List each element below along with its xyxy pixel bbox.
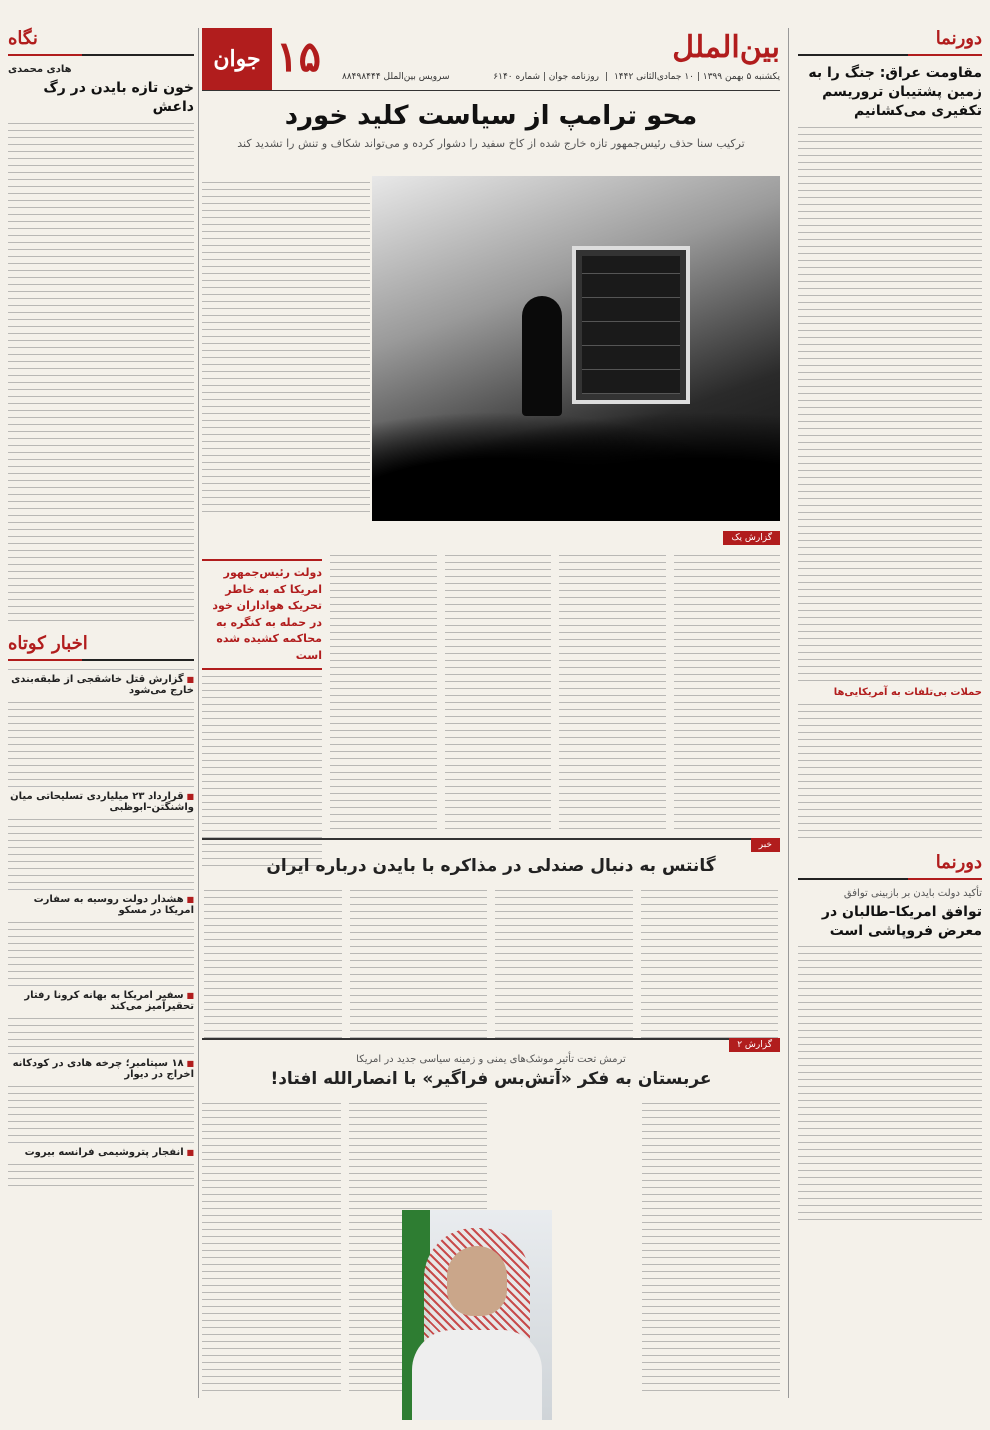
section-header-right-2 <box>798 852 982 880</box>
short-news-6: ■ انفجار پتروشیمی فرانسه بیروت <box>8 1142 194 1186</box>
left-section-label-2: اخبار کوتاه <box>8 632 88 654</box>
right-kicker-2: تأکید دولت بایدن بر بازبینی توافق <box>843 887 982 899</box>
page-number: ۱۵ <box>276 32 322 81</box>
section-header-right <box>798 28 982 56</box>
report-one <box>202 531 780 831</box>
left-headline: خون تازه بایدن در رگ داعش <box>43 80 194 115</box>
news-headline: گانتس به دنبال صندلی در مذاکره با بایدن درباره ایران <box>266 856 716 876</box>
saudi-official-photo <box>402 1210 552 1420</box>
section-label-2: دورنما <box>935 851 982 873</box>
report-two-headline: عربستان به فکر «آتش‌بس فراگیر» با انصارالله افتاد! <box>270 1069 712 1089</box>
left-author: هادی محمدی <box>8 64 72 75</box>
left-column <box>8 28 194 1192</box>
news-gantz <box>202 838 780 1035</box>
report-two <box>202 1038 780 1430</box>
left-article-body <box>8 123 194 621</box>
report-two-kicker: ترمش تحت تأثیر موشک‌های یمنی و زمینه سیاسی جدید در امریکا <box>356 1054 626 1065</box>
right-column <box>798 28 982 1226</box>
report-two-tag: گزارش ۲ <box>729 1038 780 1052</box>
main-article-body <box>202 176 370 518</box>
right-headline: مقاومت عراق: جنگ را به زمین پشتیبان تروریسم تکفیری می‌کشانیم <box>808 65 982 119</box>
newspaper-logo: جوان <box>202 28 272 90</box>
masthead <box>202 28 780 91</box>
right-headline-2: توافق امریکا–طالبان در معرض فروپاشی است <box>821 903 982 939</box>
issue-date: یکشنبه ۵ بهمن ۱۳۹۹ | ۱۰ جمادی‌الثانی ۱۴۴۲ <box>613 72 780 82</box>
section-label: دورنما <box>935 28 982 49</box>
main-photo <box>372 176 780 521</box>
short-news-4: ■ سفیر امریکا به بهانه کرونا رفتار تحقیرآمیز می‌کند <box>8 985 194 1047</box>
report-tag: گزارش یک <box>723 531 780 545</box>
service-phone: سرویس بین‌الملل ۸۸۴۹۸۴۴۴ <box>342 72 450 82</box>
short-news-2: ■ قرارداد ۲۳ میلیاردی تسلیحاتی میان واشنگتن–ابوظبی <box>8 786 194 883</box>
section-header-left <box>8 28 194 56</box>
news-tag: خبر <box>751 838 780 852</box>
short-news-1: ■ گزارش قتل خاشقجی از طبقه‌بندی خارج می‌شود <box>8 669 194 780</box>
short-news-3: ■ هشدار دولت روسیه به سفارت امریکا در مسکو <box>8 889 194 979</box>
pull-quote: دولت رئیس‌جمهور امریکا که به خاطر تحریک هواداران خود در حمله به کنگره به محاکمه کشیده شده است <box>202 559 322 670</box>
center-column <box>202 28 780 1089</box>
right-subhead: حملات بی‌تلفات به آمریکایی‌ها <box>833 686 982 698</box>
left-section-label: نگاه <box>8 28 38 49</box>
main-headline: محو ترامپ از سیاست کلید خورد <box>284 101 698 131</box>
main-subheadline: ترکیب سنا حذف رئیس‌جمهور تازه خارج شده از کاخ سفید را دشوار کرده و می‌تواند شکاف و تنش را تشدید کند <box>237 137 745 150</box>
issue-number: روزنامه جوان | شماره ۶۱۴۰ <box>493 72 599 82</box>
issue-meta: یکشنبه ۵ بهمن ۱۳۹۹ | ۱۰ جمادی‌الثانی ۱۴۴۲|روزنامه جوان | شماره ۶۱۴۰ <box>493 72 780 82</box>
section-title: بین‌الملل <box>672 30 780 65</box>
right-article-body <box>798 127 982 681</box>
short-news-5: ■ ۱۸ سپتامبر؛ چرخه هادی در کودکانه اخراج در دیوار <box>8 1053 194 1136</box>
section-header-left-2 <box>8 633 194 661</box>
